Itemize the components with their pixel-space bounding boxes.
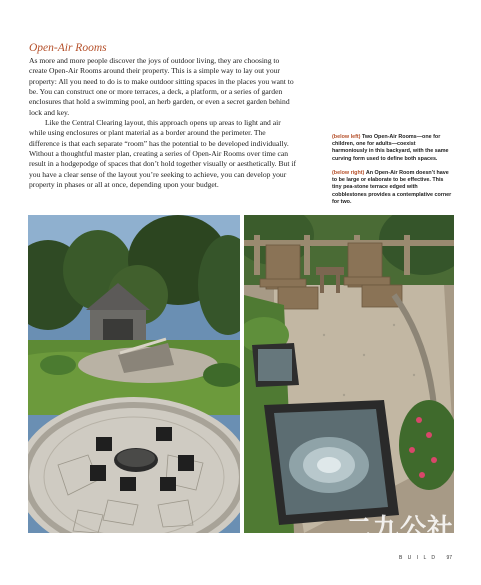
photo-backyard-rooms [28, 215, 240, 533]
caption-below-left [332, 134, 452, 163]
page-footer [399, 555, 452, 561]
caption-right-lead: (below right) [332, 170, 365, 176]
article-body [29, 56, 297, 190]
running-head: B U I L D [398, 555, 438, 561]
page-number: 97 [446, 555, 452, 561]
paragraph-1: As more and more people discover the joys of outdoor living, they are choosing to create Open-Air Rooms around their property. This is a simple way to lay out your property: All you need to do is to make outdoor sitting spaces in the places you want to be. You can construct one or more terraces, a deck, a platform, or a series of garden enclosures that hold a swimming pool, an herb garden, or even a secret garden behind lock and key. [29, 56, 294, 117]
caption-right-text: An Open-Air Room doesn’t have to be large or elaborate to be effective. This tiny pea-stone terrace edged with cobblestones provides a contemplative corner for two. [332, 170, 452, 205]
photo-pea-stone-terrace [244, 215, 454, 533]
caption-below-right [332, 170, 452, 206]
caption-left-lead: (below left) [332, 134, 361, 140]
watermark-logo: 二九公社 [346, 514, 455, 544]
section-heading: Open-Air Rooms [29, 42, 107, 54]
paragraph-2: Like the Central Clearing layout, this approach opens up areas to light and air while using enclosures or plant material as a border around the perimeter. The difference is that each separate “room” has the potential to be developed individually. Without a thoughtful master plan, creating a series of Open-Air Rooms over time can result in a hodgepodge of spaces that don’t hold together visually or aesthetically. But if you have a clear sense of the layout you’re seeking to achieve, you can develop your property in phases or all at once, depending upon your budget. [29, 118, 296, 190]
caption-left-text: Two Open-Air Rooms—one for children, one for adults—coexist harmoniously in this backyard, with the same curving form used to define both spaces. [332, 134, 449, 162]
